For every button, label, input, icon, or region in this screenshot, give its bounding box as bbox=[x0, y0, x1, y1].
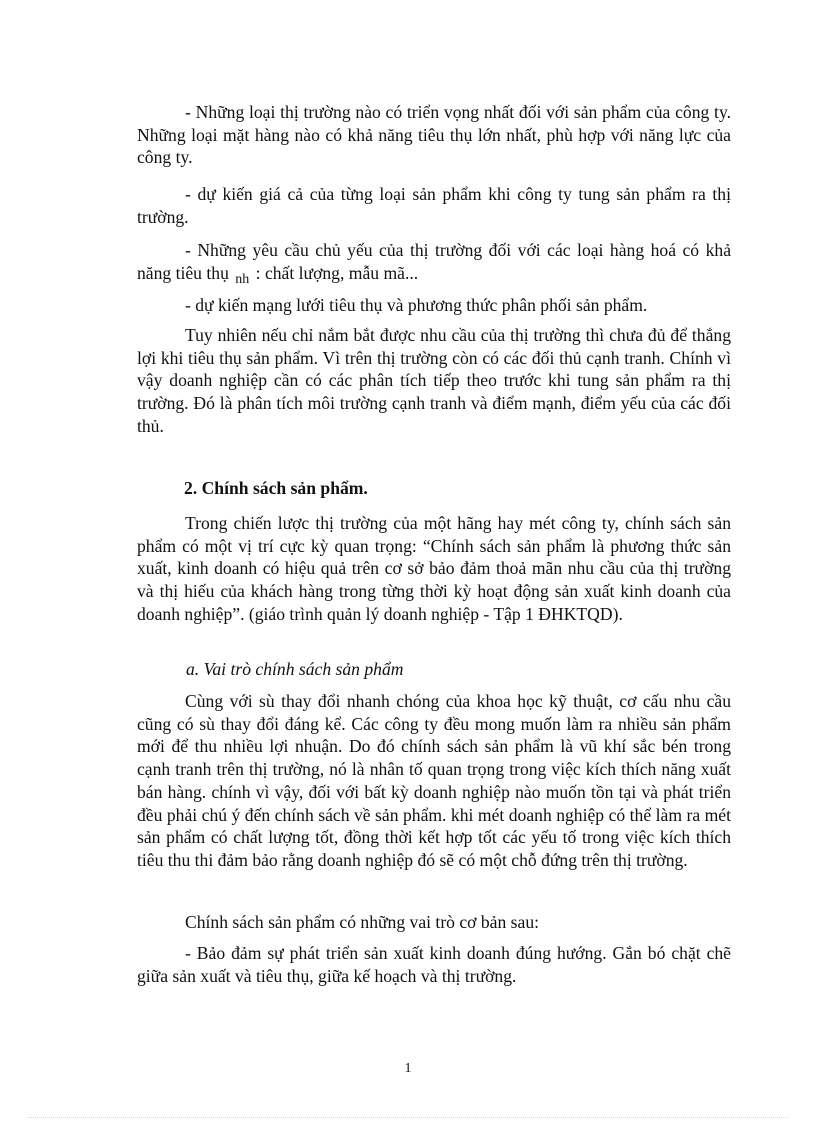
paragraph-market-prospects: - Những loại thị trường nào có triển vọng nhất đối với sản phẩm của công ty. Những loại mặt hàng nào có khả năng tiêu thụ lớn nhất, phù hợp với năng lực của công ty. bbox=[137, 102, 731, 168]
footer-dotted-rule bbox=[28, 1117, 788, 1118]
section-heading-product-policy: 2. Chính sách sản phẩm. bbox=[184, 478, 368, 498]
page-number: 1 bbox=[404, 1061, 412, 1076]
paragraph-product-policy-definition: Trong chiến lược thị trường của một hãng hay mét công ty, chính sách sản phẩm có một vị trí cực kỳ quan trọng: “Chính sách sản phẩm là phương thức sản xuất, kinh doanh có hiệu quả trên cơ sở bảo đảm thoả mãn nhu cầu của thị trường và thị hiếu của khách hàng trong từng thời kỳ hoạt động sản xuất kinh doanh của doanh nghiệp”. (giáo trình quản lý doanh nghiệp - Tập 1 ĐHKTQD). bbox=[137, 513, 731, 624]
paragraph-basic-roles-intro: Chính sách sản phẩm có những vai trò cơ bản sau: bbox=[185, 912, 540, 932]
paragraph-market-requirements bbox=[137, 239, 731, 291]
paragraph-development-direction: - Bảo đảm sự phát triển sản xuất kinh doanh đúng hướng. Gắn bó chặt chẽ giữa sản xuất và tiêu thụ, giữa kế hoạch và thị trường. bbox=[137, 943, 731, 986]
paragraph-market-requirements-text: - Những yêu cầu chủ yếu của thị trường đối với các loại hàng hoá có khả năng tiêu thụ bbox=[137, 240, 731, 283]
subsection-heading-role: a. Vai trò chính sách sản phẩm bbox=[186, 659, 404, 679]
paragraph-price-forecast: - dự kiến giá cả của từng loại sản phẩm khi công ty tung sản phẩm ra thị trường. bbox=[137, 184, 731, 227]
paragraph-competition: Tuy nhiên nếu chỉ nắm bắt được nhu cầu của thị trường thì chưa đủ để thắng lợi khi tiêu thụ sản phẩm. Vì trên thị trường còn có các đối thủ cạnh tranh. Chính vì vậy doanh nghiệp cần có các phân tích tiếp theo trước khi tung sản phẩm ra thị trường. Đó là phân tích môi trường cạnh tranh và điểm mạnh, điểm yếu của các đối thủ. bbox=[137, 325, 731, 436]
paragraph-role-of-policy: Cùng với sù thay đổi nhanh chóng của khoa học kỹ thuật, cơ cấu nhu cầu cũng có sù thay đổi đáng kể. Các công ty đều mong muốn làm ra nhiều sản phẩm mới để thu nhiều lợi nhuận. Do đó chính sách sản phẩm là vũ khí sắc bén trong cạnh tranh trên thị trường, nó là nhân tố quan trọng trong việc kích thích năng xuất bán hàng. chính vì vậy, đối với bất kỳ doanh nghiệp nào muốn tồn tại và phát triển đều phải chú ý đến chính sách về sản phẩm. khi mét doanh nghiệp có thể làm ra mét sản phẩm có chất lượng tốt, đồng thời kết hợp tốt các yếu tố trong việc kích thích tiêu thu thi đảm bảo rằng doanh nghiệp đó sẽ có một chỗ đứng trên thị trường. bbox=[137, 691, 731, 870]
paragraph-distribution-network: - dự kiến mạng lưới tiêu thụ và phương thức phân phối sản phẩm. bbox=[185, 295, 648, 315]
paragraph-market-requirements-tail: : chất lượng, mẫu mã... bbox=[251, 262, 419, 283]
subscript-fragment: nh bbox=[235, 271, 250, 287]
